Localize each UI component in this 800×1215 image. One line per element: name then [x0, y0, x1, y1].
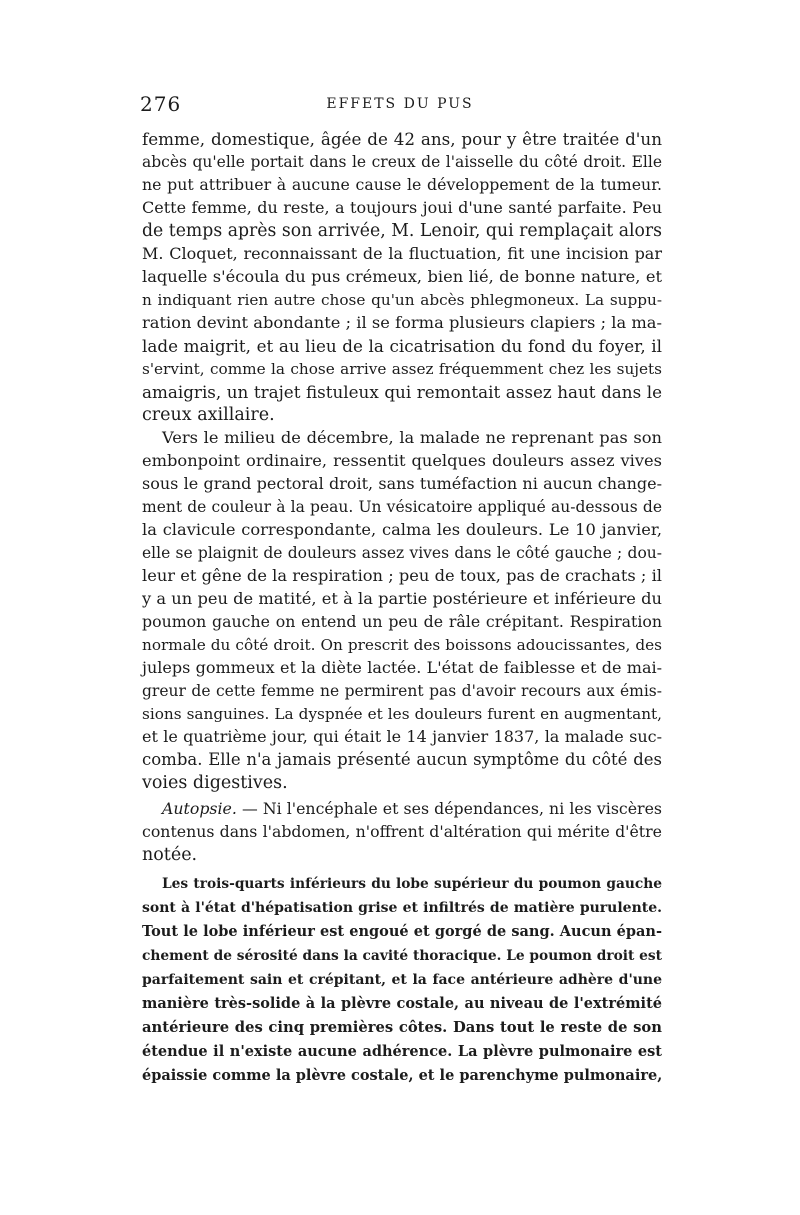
text-line [162, 798, 662, 820]
text-line: ne put attribuer à aucune cause le développement de la tumeur. [142, 175, 662, 194]
text-line: lade maigrit, et au lieu de la cicatrisation du fond du foyer, il [142, 336, 662, 356]
text-line: M. Cloquet, reconnaissant de la fluctuation, fit une incision par [142, 244, 662, 263]
text-line: Cette femme, du reste, a toujours joui d'une santé parfaite. Peu [142, 198, 662, 217]
text-line: épaissie comme la plèvre costale, et le parenchyme pulmonaire, [142, 1067, 663, 1084]
text-line: ment de couleur à la peau. Un vésicatoire appliqué au-dessous de [142, 498, 662, 516]
text-line: creux axillaire. [142, 405, 275, 425]
text-line: sous le grand pectoral droit, sans tuméfaction ni aucun change- [142, 474, 662, 493]
page-header [140, 92, 660, 118]
autopsy-label: Autopsie. [162, 799, 237, 818]
page-number: 276 [140, 92, 182, 116]
text-line: et le quatrième jour, qui était le 14 janvier 1837, la malade suc- [142, 727, 662, 746]
text-line: greur de cette femme ne permirent pas d'avoir recours aux émis- [142, 682, 662, 700]
text-line: sions sanguines. La dyspnée et les douleurs furent en augmentant, [142, 705, 662, 723]
text-line: amaigris, un trajet fistuleux qui remontait assez haut dans le [142, 382, 662, 402]
text-line: antérieure des cinq premières côtes. Dans tout le reste de son [142, 1019, 662, 1036]
text-line: y a un peu de matité, et à la partie postérieure et inférieure du [142, 589, 662, 608]
text-line: leur et gêne de la respiration ; peu de toux, pas de crachats ; il [142, 566, 662, 585]
running-title: EFFETS DU PUS [326, 96, 474, 112]
text-line: notée. [142, 845, 198, 865]
text-line: comba. Elle n'a jamais présenté aucun symptôme du côté des [142, 750, 662, 769]
text-line: contenus dans l'abdomen, n'offrent d'altération qui mérite d'être [142, 822, 662, 841]
text-line: voies digestives. [142, 773, 288, 793]
text-span: — Ni l'encéphale et ses dépendances, ni les viscères [236, 799, 662, 818]
text-line: manière très-solide à la plèvre costale, au niveau de l'extrémité [142, 995, 662, 1012]
text-line: sont à l'état d'hépatisation grise et infiltrés de matière purulente. [142, 900, 662, 916]
text-line: juleps gommeux et la diète lactée. L'état de faiblesse et de mai- [142, 658, 662, 677]
text-line: la clavicule correspondante, calma les douleurs. Le 10 janvier, [142, 520, 662, 539]
text-line: normale du côté droit. On prescrit des boissons adoucissantes, des [142, 636, 662, 654]
text-line: abcès qu'elle portait dans le creux de l'aisselle du côté droit. Elle [142, 153, 662, 171]
text-line: poumon gauche on entend un peu de râle crépitant. Respiration [142, 612, 662, 631]
text-line: chement de sérosité dans la cavité thoracique. Le poumon droit est [142, 948, 662, 964]
text-line: embonpoint ordinaire, ressentit quelques douleurs assez vives [142, 451, 662, 470]
text-line: laquelle s'écoula du pus crémeux, bien lié, de bonne nature, et [142, 267, 662, 286]
text-line: femme, domestique, âgée de 42 ans, pour y être traitée d'un [142, 129, 662, 149]
text-line: Les trois-quarts inférieurs du lobe supérieur du poumon gauche [162, 876, 662, 892]
text-line: s'ervint, comme la chose arrive assez fréquemment chez les sujets [142, 360, 662, 378]
text-line: étendue il n'existe aucune adhérence. La plèvre pulmonaire est [142, 1043, 662, 1060]
text-line: de temps après son arrivée, M. Lenoir, qui remplaçait alors [142, 221, 662, 241]
text-line: Tout le lobe inférieur est engoué et gorgé de sang. Aucun épan- [142, 923, 662, 940]
text-line: Vers le milieu de décembre, la malade ne reprenant pas son [162, 428, 662, 447]
text-line: parfaitement sain et crépitant, et la face antérieure adhère d'une [142, 972, 662, 988]
text-line: ration devint abondante ; il se forma plusieurs clapiers ; la ma- [142, 313, 662, 332]
text-line: elle se plaignit de douleurs assez vives dans le côté gauche ; dou- [142, 544, 662, 562]
text-line: n indiquant rien autre chose qu'un abcès phlegmoneux. La suppu- [142, 291, 662, 309]
